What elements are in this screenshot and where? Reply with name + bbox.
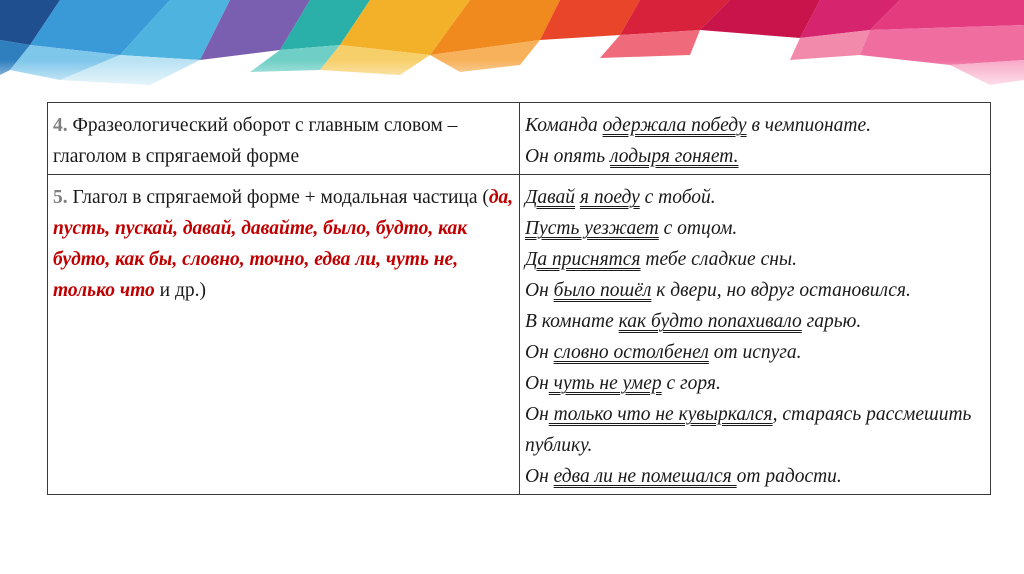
example-sentence: Давай я поеду с тобой. bbox=[525, 187, 716, 208]
particle-list: да, пусть, пускай, давай, давайте, было, будто, как будто, как бы, словно, точно, едва ли, чуть не, только что bbox=[53, 187, 514, 301]
banner-fade bbox=[0, 60, 1024, 100]
row4-description-cell bbox=[48, 103, 520, 175]
example-sentence: Он едва ли не помешался от радости. bbox=[525, 466, 842, 487]
example-sentence: Он было пошёл к двери, но вдруг остановился. bbox=[525, 280, 911, 301]
row4-examples-cell bbox=[520, 103, 991, 175]
row-description-tail: и др.) bbox=[154, 280, 206, 301]
example-sentence: Да приснятся тебе сладкие сны. bbox=[525, 249, 797, 270]
example-sentence: Пусть уезжает с отцом. bbox=[525, 218, 738, 239]
example-sentence: Команда одержала победу в чемпионате. bbox=[525, 115, 871, 136]
example-sentence: Он только что не кувыркался, стараясь рассмешить публику. bbox=[525, 404, 972, 456]
row-number: 4. bbox=[53, 115, 68, 136]
row-description: Глагол в спрягаемой форме + модальная частица ( bbox=[67, 187, 489, 208]
example-sentence: Он чуть не умер с горя. bbox=[525, 373, 721, 394]
table-row bbox=[48, 175, 991, 495]
row5-description-cell bbox=[48, 175, 520, 495]
row-number: 5. bbox=[53, 187, 68, 208]
example-sentence: Он опять лодыря гоняет. bbox=[525, 146, 739, 167]
row5-examples-cell bbox=[520, 175, 991, 495]
example-sentence: Он словно остолбенел от испуга. bbox=[525, 342, 802, 363]
table-row bbox=[48, 103, 991, 175]
row-description: Фразеологический оборот с главным словом – глаголом в спрягаемой форме bbox=[53, 115, 458, 167]
grammar-table bbox=[47, 102, 991, 495]
example-sentence: В комнате как будто попахивало гарью. bbox=[525, 311, 862, 332]
